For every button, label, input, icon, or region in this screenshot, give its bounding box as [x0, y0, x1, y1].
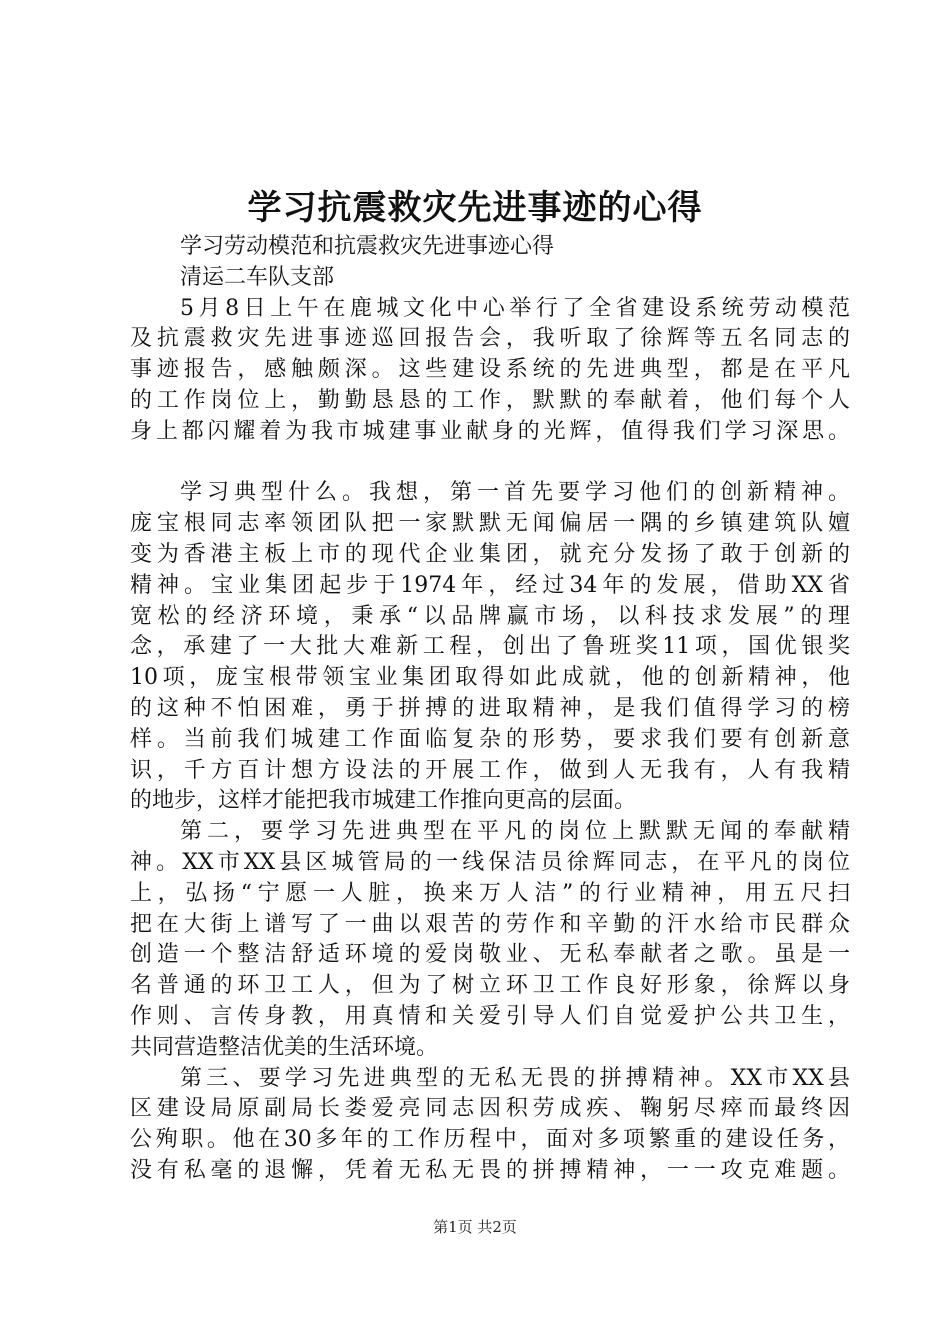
author-line: 清运二车队支部: [180, 264, 335, 290]
paragraph-3: [130, 817, 850, 1063]
paragraph-line: 的这种不怕困难，勇于拼搏的进取精神，是我们值得学习的榜: [130, 695, 850, 721]
paragraph-line: 第三、要学习先进典型的无私无畏的拼搏精神。XX市XX县: [180, 1065, 850, 1091]
paragraph-line: 样。当前我们城建工作面临复杂的形势，要求我们要有创新意: [130, 726, 850, 752]
paragraph-line: 的工作岗位上，勤勤恳恳的工作，默默的奉献着，他们每个人: [130, 387, 850, 413]
paragraph-line: 精神。宝业集团起步于1974年，经过34年的发展，借助XX省: [130, 572, 850, 598]
paragraph-spacer: [130, 448, 850, 479]
paragraph-line: 变为香港主板上市的现代企业集团，就充分发扬了敢于创新的: [130, 541, 850, 567]
paragraph-line: 公殉职。他在30多年的工作历程中，面对多项繁重的建设任务，: [130, 1127, 850, 1153]
paragraph-line: 念，承建了一大批大难新工程，创出了鲁班奖11项，国优银奖: [130, 634, 850, 660]
paragraph-line: 创造一个整洁舒适环境的爱岗敬业、无私奉献者之歌。虽是一: [130, 942, 850, 968]
paragraph-line: 第二，要学习先进典型在平凡的岗位上默默无闻的奉献精: [180, 819, 850, 845]
paragraph-line: 事迹报告，感触颇深。这些建设系统的先进典型，都是在平凡: [130, 357, 850, 383]
page-footer: 第1页 共2页: [433, 1218, 517, 1236]
paragraph-line: 区建设局原副局长娄爱亮同志因积劳成疾、鞠躬尽瘁而最终因: [130, 1096, 850, 1122]
paragraph-4: [130, 1064, 850, 1187]
paragraph-line: 名普通的环卫工人，但为了树立环卫工作良好形象，徐辉以身: [130, 973, 850, 999]
paragraph-line: 作则、言传身教，用真情和关爱引导人们自觉爱护公共卫生，: [130, 1003, 850, 1029]
paragraph-line: 10项，庞宝根带领宝业集团取得如此成就，他的创新精神，他: [130, 665, 850, 691]
document-title: 学习抗震救灾先进事迹的心得: [247, 188, 703, 228]
paragraph-line: 没有私毫的退懈，凭着无私无畏的拼搏精神，一一攻克难题。: [130, 1157, 850, 1183]
paragraph-2: [130, 478, 850, 817]
paragraph-line: 的地步，这样才能把我市城建工作推向更高的层面。: [130, 788, 637, 814]
paragraph-line: 5月8日上午在鹿城文化中心举行了全省建设系统劳动模范: [180, 295, 850, 321]
subtitle-line: 学习劳动模范和抗震救灾先进事迹心得: [180, 234, 555, 259]
paragraph-line: 身上都闪耀着为我市城建事业献身的光辉，值得我们学习深思。: [130, 418, 850, 444]
paragraph-line: 上，弘扬“宁愿一人脏，换来万人洁”的行业精神，用五尺扫: [130, 880, 850, 906]
paragraph-line: 宽松的经济环境，秉承“以品牌赢市场，以科技求发展”的理: [130, 603, 850, 629]
document-body: [130, 232, 850, 1187]
paragraph-line: 识，千方百计想方设法的开展工作，做到人无我有，人有我精: [130, 757, 850, 783]
paragraph-line: 共同营造整洁优美的生活环境。: [130, 1034, 439, 1060]
paragraph-line: 神。XX市XX县区城管局的一线保洁员徐辉同志，在平凡的岗位: [130, 849, 850, 875]
paragraph-1: [130, 294, 850, 448]
paragraph-line: 把在大街上谱写了一曲以艰苦的劳作和辛勤的汗水给市民群众: [130, 911, 850, 937]
paragraph-line: 学习典型什么。我想，第一首先要学习他们的创新精神。: [180, 480, 850, 506]
paragraph-line: 庞宝根同志率领团队把一家默默无闻偏居一隅的乡镇建筑队嬗: [130, 511, 850, 537]
paragraph-line: 及抗震救灾先进事迹巡回报告会，我听取了徐辉等五名同志的: [130, 326, 850, 352]
